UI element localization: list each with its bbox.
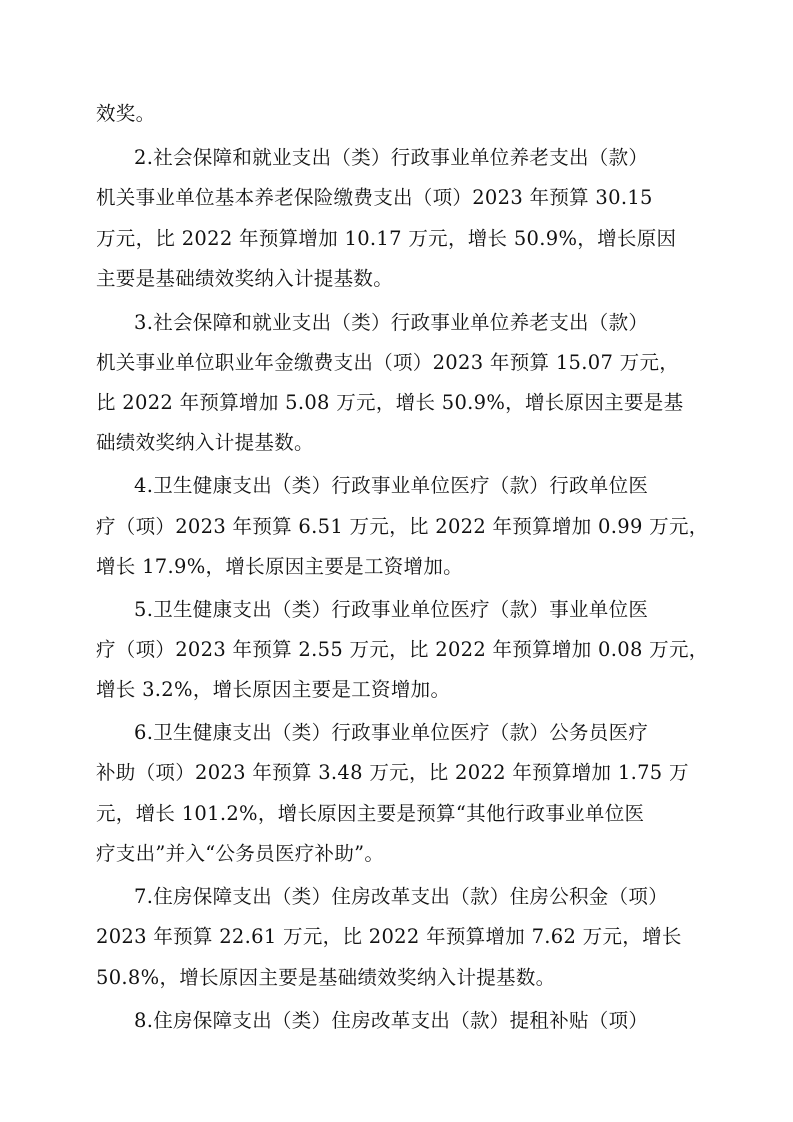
paragraph-line: 比 2022 年预算增加 5.08 万元，增长 50.9%，增长原因主要是基 [96,391,684,414]
paragraph-line: 础绩效奖纳入计提基数。 [96,431,314,454]
paragraph-line: 3.社会保障和就业支出（类）行政事业单位养老支出（款） [134,311,649,334]
paragraph-line: 疗支出”并入“公务员医疗补助”。 [96,842,385,865]
paragraph-line: 疗（项）2023 年预算 2.55 万元，比 2022 年预算增加 0.08 万元， [96,638,709,661]
paragraph-line: 8.住房保障支出（类）住房改革支出（款）提租补贴（项） [134,1009,649,1032]
paragraph-line: 7.住房保障支出（类）住房改革支出（款）住房公积金（项） [134,885,669,908]
paragraph-line: 增长 17.9%，增长原因主要是工资增加。 [96,555,463,578]
paragraph-line: 万元，比 2022 年预算增加 10.17 万元，增长 50.9%，增长原因 [96,227,677,250]
paragraph-line: 主要是基础绩效奖纳入计提基数。 [96,267,394,290]
paragraph-line: 疗（项）2023 年预算 6.51 万元，比 2022 年预算增加 0.99 万元， [96,515,709,538]
paragraph-line: 元，增长 101.2%，增长原因主要是预算“其他行政事业单位医 [96,802,645,825]
paragraph-line: 2023 年预算 22.61 万元，比 2022 年预算增加 7.62 万元，增长 [96,925,682,948]
paragraph-line: 5.卫生健康支出（类）行政事业单位医疗（款）事业单位医 [134,598,649,621]
paragraph-line: 50.8%，增长原因主要是基础绩效奖纳入计提基数。 [96,966,556,989]
paragraph-line: 6.卫生健康支出（类）行政事业单位医疗（款）公务员医疗 [134,721,649,744]
paragraph-line: 机关事业单位职业年金缴费支出（项）2023 年预算 15.07 万元， [96,351,680,374]
paragraph-line: 2.社会保障和就业支出（类）行政事业单位养老支出（款） [134,146,649,169]
paragraph-line: 4.卫生健康支出（类）行政事业单位医疗（款）行政单位医 [134,474,649,497]
paragraph-line: 效奖。 [96,102,156,125]
paragraph-line: 增长 3.2%，增长原因主要是工资增加。 [96,678,451,701]
paragraph-line: 机关事业单位基本养老保险缴费支出（项）2023 年预算 30.15 [96,186,653,209]
paragraph-line: 补助（项）2023 年预算 3.48 万元，比 2022 年预算增加 1.75 万 [96,761,689,784]
